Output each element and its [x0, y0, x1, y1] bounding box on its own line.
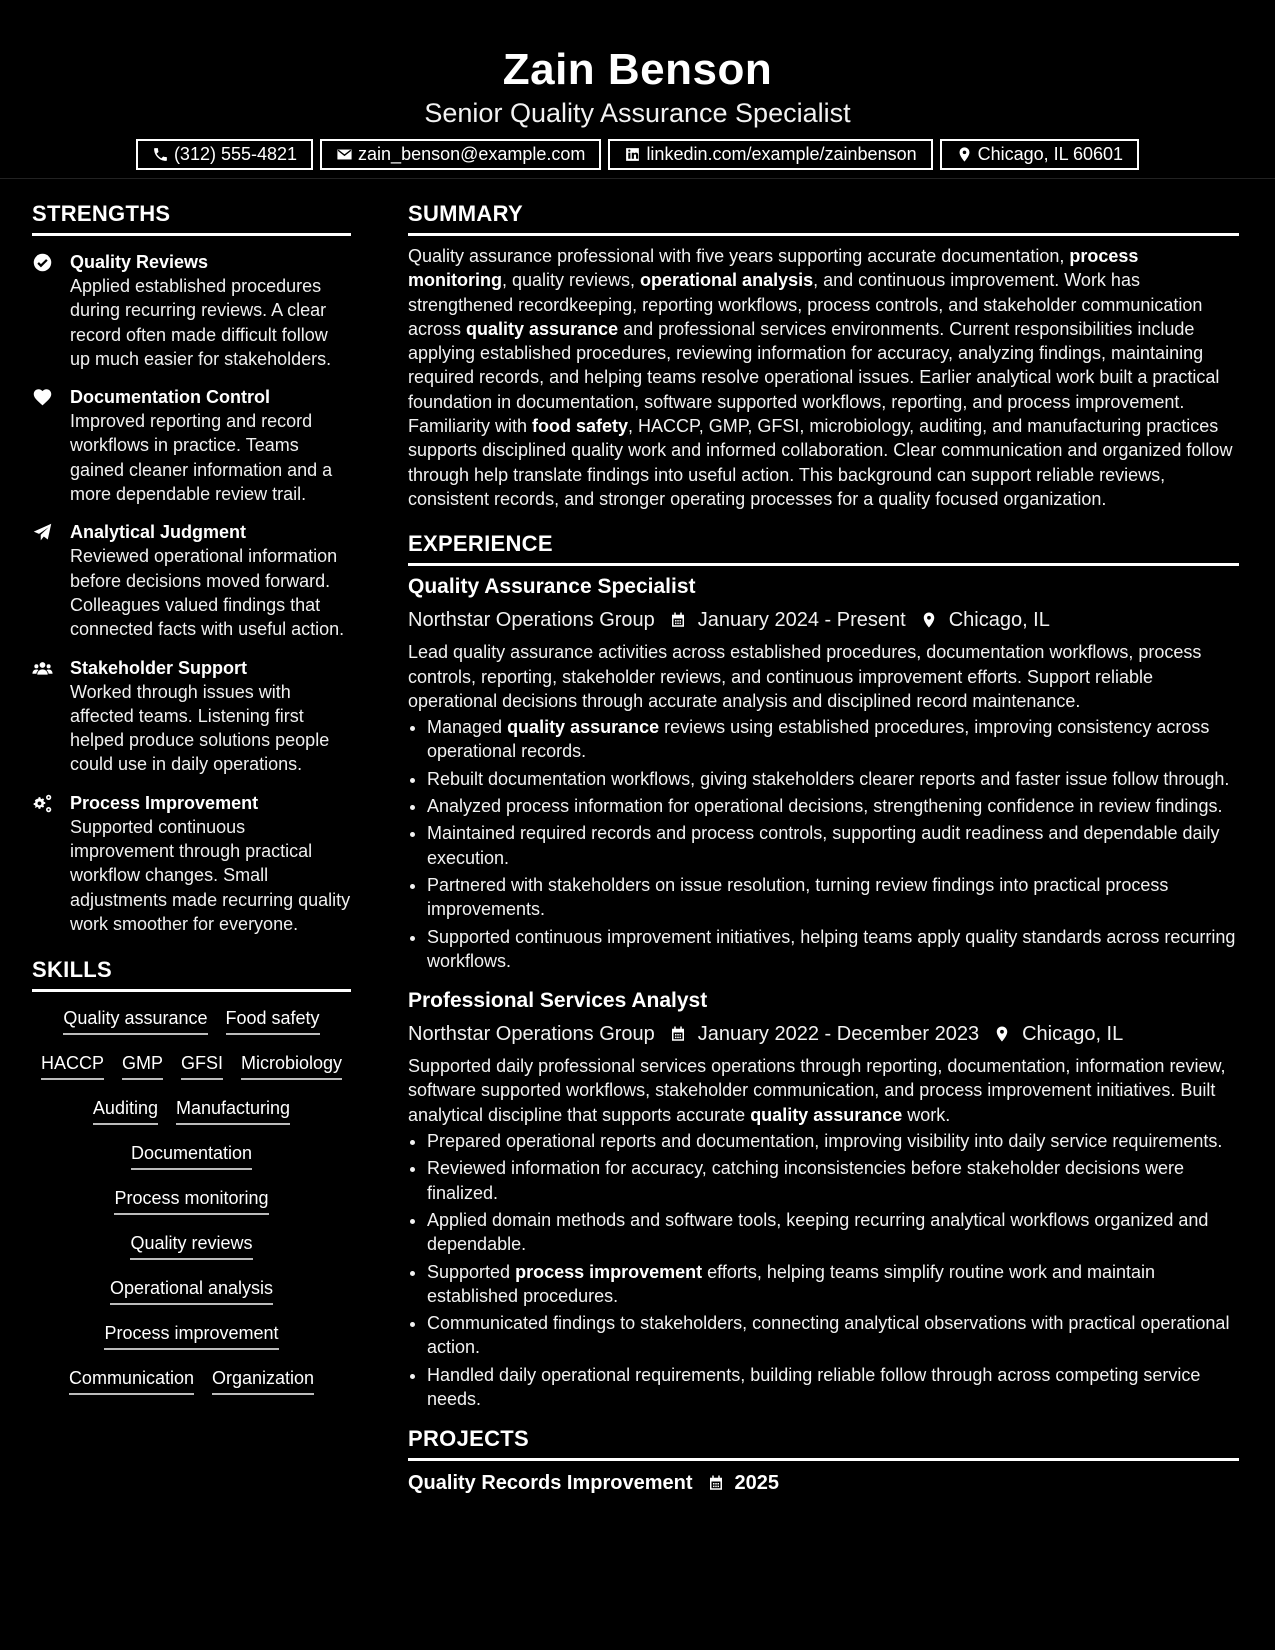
job-bullet-text: efforts, helping teams simplify routine work and maintain established procedures.	[427, 1261, 1156, 1306]
skill-tag: Food safety	[226, 1006, 320, 1035]
skill-tag: Organization	[212, 1366, 314, 1395]
strength-desc: Worked through issues with affected teams. Listening first helped produce solutions people could use in daily operations.	[70, 681, 330, 775]
job-bullets	[408, 715, 1239, 973]
check-circle-icon	[32, 252, 53, 273]
skill-row	[130, 1231, 252, 1276]
candidate-role: Senior Quality Assurance Specialist	[424, 98, 851, 128]
strength-item	[32, 385, 351, 506]
strength-title: Documentation Control	[70, 387, 270, 408]
job-bullet	[427, 925, 1239, 974]
job-bullet-text: Reviewed information for accuracy, catching inconsistencies before stakeholder decisions were finalized.	[427, 1158, 1185, 1203]
job-bullet	[427, 767, 1239, 791]
strengths-heading: STRENGTHS	[32, 200, 351, 236]
gears-icon	[32, 793, 53, 814]
calendar-icon	[707, 1474, 725, 1492]
job-bullet	[427, 1363, 1239, 1412]
job-bullet-text: Analyzed process information for operational decisions, strengthening confidence in review findings.	[427, 796, 1223, 817]
job-company: Northstar Operations Group	[408, 1023, 655, 1046]
strength-desc: Improved reporting and record workflows in practice. Teams gained cleaner information and a more dependable review trail.	[70, 411, 333, 505]
job-bullet-emphasis: quality assurance	[507, 717, 660, 738]
job-bullet-text: Maintained required records and process controls, supporting audit readiness and dependable daily execution.	[427, 823, 1220, 868]
skill-tag: Operational analysis	[110, 1276, 273, 1305]
summary-text: , and continuous improvement. Work has strengthened recordkeeping, reporting workflows, process controls, and stakeholder communication across	[408, 270, 1203, 339]
job-bullet-text: reviews using established procedures, improving consistency across operational records.	[427, 717, 1210, 762]
contact-linkedin[interactable]	[608, 139, 932, 170]
skill-row	[131, 1141, 252, 1186]
strength-desc: Supported continuous improvement through practical workflow changes. Small adjustments made recurring quality work smoother for everyone.	[70, 816, 351, 934]
job-bullet	[427, 1260, 1239, 1309]
contact-linkedin-text: linkedin.com/example/zainbenson	[646, 144, 917, 164]
strength-title: Quality Reviews	[70, 252, 209, 272]
job-bullet-text: Rebuilt documentation workflows, giving stakeholders clearer reports and faster issue follow through.	[427, 768, 1230, 789]
contact-email[interactable]	[320, 139, 601, 170]
phone-icon	[152, 146, 169, 163]
job-bullet-text: Prepared operational reports and documentation, improving visibility into daily service requirements.	[427, 1131, 1223, 1152]
contact-phone[interactable]	[136, 139, 313, 170]
job-description	[408, 1054, 1239, 1127]
skill-tag: Process improvement	[104, 1321, 278, 1350]
strength-item	[32, 791, 351, 936]
project-item	[408, 1469, 1239, 1497]
job-bullet	[427, 1129, 1239, 1153]
job-bullet-text: Applied domain methods and software tools, keeping recurring analytical workflows organized and dependable.	[427, 1209, 1209, 1255]
job-bullet-text: Handled daily operational requirements, building reliable follow through across competing service needs.	[427, 1364, 1201, 1409]
contact-location	[940, 139, 1139, 170]
skill-row	[41, 1051, 342, 1096]
job-bullet	[427, 715, 1239, 764]
strength-item	[32, 250, 351, 371]
linkedin-icon	[624, 146, 641, 163]
skill-tag: Quality assurance	[63, 1006, 207, 1035]
summary-text: , quality reviews,	[501, 270, 641, 291]
sidebar	[32, 200, 351, 1411]
heart-icon	[32, 387, 53, 408]
skill-tag: Manufacturing	[176, 1096, 290, 1125]
skill-tag: Microbiology	[241, 1051, 342, 1080]
job-bullet-text: Managed	[427, 717, 508, 738]
job-meta	[408, 1020, 1239, 1048]
job-bullet	[427, 873, 1239, 922]
users-icon	[32, 658, 53, 679]
job-description-text: Lead quality assurance activities across established procedures, documentation workflows, process controls, reporting, stakeholder reviews, and continuous improvement efforts. Support reliable operational decisions through accurate analysis and disciplined record maintenance.	[408, 642, 1202, 711]
summary-emphasis: food safety	[532, 416, 629, 437]
summary-text: Quality assurance professional with five years supporting accurate documentation,	[408, 246, 1070, 266]
skill-tag: Communication	[69, 1366, 194, 1395]
skill-tag: HACCP	[41, 1051, 104, 1080]
candidate-name: Zain Benson	[502, 45, 773, 94]
job-company: Northstar Operations Group	[408, 609, 655, 632]
project-title: Quality Records Improvement	[408, 1472, 693, 1495]
summary-text: , HACCP, GMP, GFSI, microbiology, auditing, and manufacturing practices supports disciplined quality work and informed collaboration. Clear communication and organized follow through help translate findings into useful action. This background can support reliable reviews, consistent records, and stronger operating processes for a quality focused organization.	[408, 416, 1233, 509]
calendar-icon	[669, 1025, 687, 1043]
strength-desc: Applied established procedures during recurring reviews. A clear record often made difficult follow up much easier for stakeholders.	[70, 276, 332, 369]
contact-phone-text: (312) 555-4821	[173, 144, 298, 164]
job-bullet-text: Supported	[427, 1261, 516, 1282]
skill-row	[104, 1321, 278, 1366]
skill-row	[114, 1186, 268, 1231]
job-title: Quality Assurance Specialist	[408, 575, 696, 599]
summary-emphasis: process monitoring	[408, 246, 1139, 291]
job-dates: January 2022 - December 2023	[697, 1023, 980, 1046]
contact-location-text: Chicago, IL 60601	[977, 144, 1124, 164]
job-bullet-emphasis: process improvement	[515, 1261, 703, 1282]
job-description-emphasis: quality assurance	[750, 1104, 903, 1125]
location-pin-icon	[920, 611, 938, 629]
skill-row	[93, 1096, 290, 1141]
strength-desc: Reviewed operational information before decisions moved forward. Colleagues valued findings that connected facts with useful action.	[70, 546, 345, 640]
main-content	[408, 200, 1239, 1497]
strength-item	[32, 656, 351, 777]
job-bullet	[427, 794, 1239, 818]
projects-heading: PROJECTS	[408, 1425, 1239, 1461]
location-pin-icon	[956, 146, 973, 163]
resume-header	[0, 0, 1275, 179]
skills-list	[32, 1006, 351, 1411]
job-bullet	[427, 1311, 1239, 1360]
project-year: 2025	[734, 1472, 780, 1495]
job-meta	[408, 606, 1239, 634]
location-pin-icon	[993, 1025, 1011, 1043]
job-location: Chicago, IL	[948, 609, 1050, 632]
job-bullet-text: Partnered with stakeholders on issue resolution, turning review findings into practical process improvements.	[427, 874, 1169, 920]
job-bullet	[427, 1208, 1239, 1257]
job-bullets	[408, 1129, 1239, 1411]
job-description	[408, 640, 1239, 713]
paper-plane-icon	[32, 522, 53, 543]
strength-title: Stakeholder Support	[70, 657, 248, 678]
job-bullet	[427, 821, 1239, 870]
skill-tag: Documentation	[131, 1141, 252, 1170]
strength-title: Analytical Judgment	[70, 522, 247, 543]
skill-tag: Process monitoring	[114, 1186, 268, 1215]
skill-tag: Quality reviews	[130, 1231, 252, 1260]
calendar-icon	[669, 611, 687, 629]
skills-heading: SKILLS	[32, 956, 351, 992]
skill-tag: GFSI	[181, 1051, 223, 1080]
skill-row	[63, 1006, 319, 1051]
job-dates: January 2024 - Present	[697, 609, 906, 632]
skill-tag: Auditing	[93, 1096, 158, 1125]
job-bullet-text: Supported continuous improvement initiatives, helping teams apply quality standards across recurring workflows.	[427, 926, 1236, 971]
strength-item	[32, 520, 351, 641]
job-entry	[408, 573, 1239, 973]
skill-row	[69, 1366, 314, 1411]
job-description-text: work.	[902, 1104, 951, 1125]
summary-emphasis: operational analysis	[640, 270, 814, 291]
job-bullet-text: Communicated findings to stakeholders, connecting analytical observations with practical operational action.	[427, 1313, 1230, 1358]
summary-text: and professional services environments. Current responsibilities include applying established procedures, reviewing information for accuracy, analyzing findings, maintaining required records, and helping teams resolve operational issues. Earlier analytical work built a practical foundation in documentation, software supported workflows, reporting, and process improvement. Familiarity with	[408, 318, 1220, 437]
experience-list	[408, 573, 1239, 1411]
summary-emphasis: quality assurance	[466, 318, 619, 339]
job-entry	[408, 987, 1239, 1411]
job-bullet	[427, 1156, 1239, 1205]
job-title: Professional Services Analyst	[408, 989, 708, 1013]
skill-row	[110, 1276, 273, 1321]
summary-heading: SUMMARY	[408, 200, 1239, 236]
summary-text	[408, 244, 1239, 511]
job-location: Chicago, IL	[1022, 1023, 1124, 1046]
envelope-icon	[336, 146, 353, 163]
contact-bar	[0, 139, 1275, 170]
skill-tag: GMP	[122, 1051, 163, 1080]
strength-title: Process Improvement	[70, 792, 259, 813]
experience-heading: EXPERIENCE	[408, 530, 1239, 566]
job-description-text: Supported daily professional services operations through reporting, documentation, information review, software supported workflows, stakeholder communication, and process improvement initiatives. Built analytical discipline that supports accurate	[408, 1056, 1226, 1125]
contact-email-text: zain_benson@example.com	[358, 144, 586, 164]
